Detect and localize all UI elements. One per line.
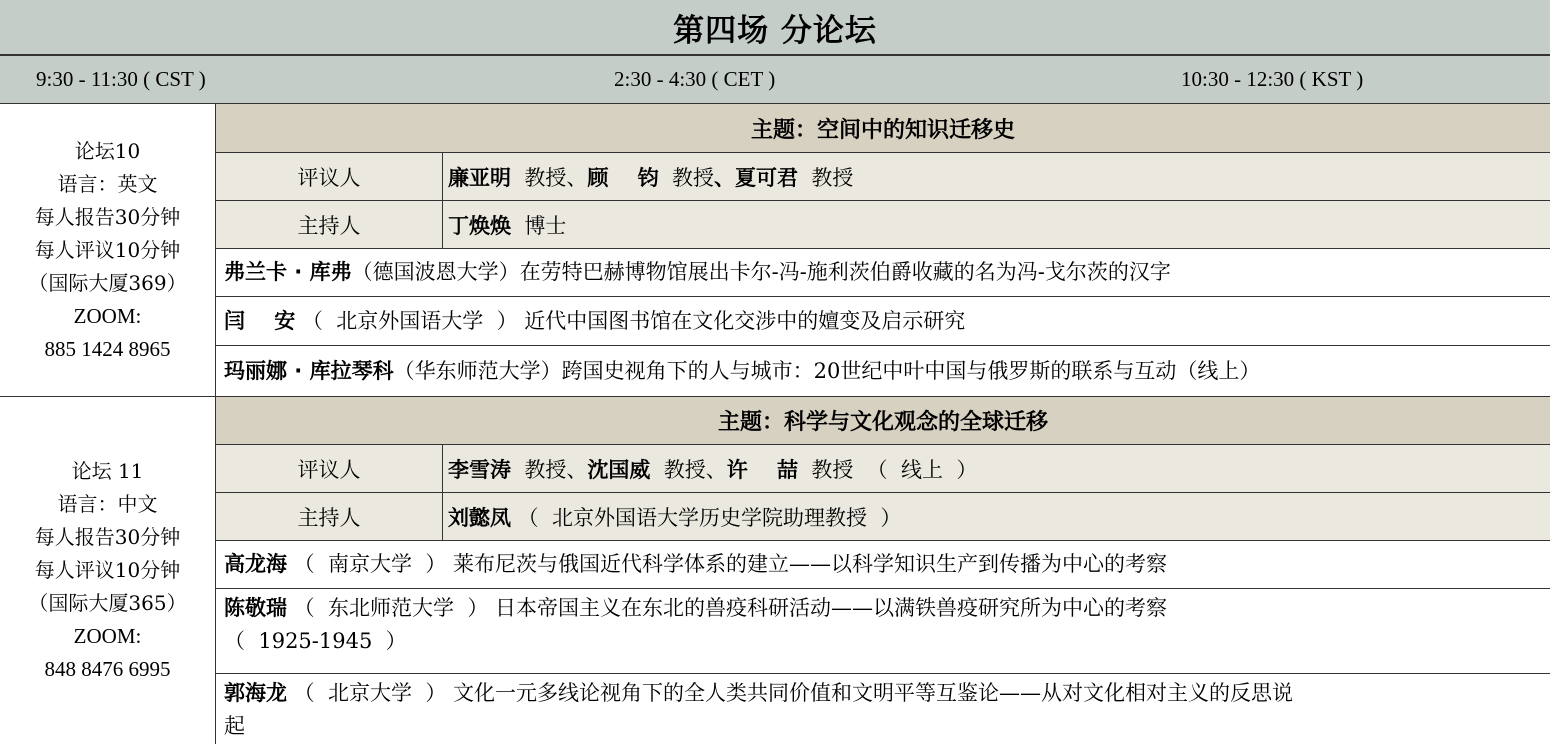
- forum10-reviewer-names: [448, 153, 1550, 200]
- forum10-name: 论坛10: [74, 138, 141, 163]
- paper-details: （德国波恩大学）在劳特巴赫博物馆展出卡尔-冯-施利茨伯爵收藏的名为冯-戈尔茨的汉字: [351, 260, 1171, 284]
- forum10-theme: 主题：空间中的知识迁移史: [216, 104, 1550, 153]
- forum11-reviewers-row: [216, 445, 1550, 493]
- forum10-review-time: 每人评议10分钟: [34, 237, 181, 262]
- forum11-report-time: 每人报告30分钟: [34, 525, 181, 549]
- reviewer-title: 教授: [658, 165, 714, 190]
- host-title: 博士: [511, 213, 567, 238]
- forum10-paper-2: [216, 297, 1550, 346]
- time-kst: 10:30 - 12:30 ( KST ): [1181, 67, 1364, 91]
- reviewer-title: 教授、: [650, 457, 727, 482]
- forum10-room: （国际大厦369）: [28, 270, 187, 295]
- forum10-host-row: [216, 201, 1550, 249]
- forum10-zoom-id: 885 1424 8965: [44, 336, 171, 361]
- reviewer-title: 教授、: [511, 165, 588, 190]
- forum10-report-time: 每人报告30分钟: [34, 204, 181, 229]
- forum11-host-label: 主持人: [216, 493, 443, 540]
- forum11-reviewer-names: [448, 445, 1550, 492]
- forum11-room: （国际大厦365）: [28, 591, 187, 615]
- reviewer-name: 廉亚明: [448, 165, 511, 190]
- forum11-host-row: [216, 493, 1550, 541]
- reviewer-name: 许 喆: [726, 457, 798, 482]
- forum10-language: 语言：英文: [57, 171, 158, 196]
- reviewer-title: 教授、: [511, 457, 588, 482]
- forum10-info: [0, 104, 216, 396]
- reviewer-name: 李雪涛: [448, 457, 511, 482]
- time-cet: 2:30 - 4:30 ( CET ): [614, 67, 776, 91]
- forum11-paper-2: [216, 589, 1550, 674]
- forum11-zoom-id: 848 8476 6995: [44, 657, 171, 681]
- forum10-paper-3: [216, 346, 1550, 396]
- host-name: 刘懿凤: [448, 505, 511, 530]
- forum10-zoom-label: ZOOM:: [73, 303, 142, 328]
- forum11-paper-1: [216, 541, 1550, 589]
- host-title: （ 北京外国语大学历史学院助理教授 ）: [511, 505, 902, 530]
- paper-details: （华东师范大学）跨国史视角下的人与城市：20世纪中叶中国与俄罗斯的联系与互动（线上）: [393, 358, 1261, 383]
- forum10-reviewers-row: [216, 153, 1550, 201]
- reviewer-name: 顾 钧: [587, 165, 659, 190]
- paper-speaker: 弗兰卡 · 库弗: [224, 260, 352, 284]
- paper-details: （ 南京大学 ） 莱布尼茨与俄国近代科学体系的建立——以科学知识生产到传播为中心的考察: [287, 552, 1168, 576]
- forum10-host-label: 主持人: [216, 201, 443, 248]
- session-title: 第四场 分论坛: [0, 0, 1550, 56]
- host-name: 丁焕焕: [448, 213, 511, 238]
- paper-speaker: 玛丽娜 · 库拉琴科: [224, 358, 394, 383]
- forum10-reviewer-label: 评议人: [216, 153, 443, 200]
- forum10-host-names: [448, 201, 1550, 248]
- forum11-review-time: 每人评议10分钟: [34, 558, 181, 582]
- forum10-paper-1: [216, 249, 1550, 297]
- reviewer-title: 教授 （ 线上 ）: [797, 457, 978, 482]
- forum11-language: 语言：中文: [57, 492, 158, 516]
- forum11-paper-3: [216, 674, 1550, 744]
- reviewer-name: 沈国威: [587, 457, 651, 482]
- paper-speaker: 闫 安: [224, 308, 296, 333]
- paper-details: （ 北京外国语大学 ） 近代中国图书馆在文化交涉中的嬗变及启示研究: [295, 308, 966, 333]
- paper-details: （ 东北师范大学 ） 日本帝国主义在东北的兽疫科研活动——以满铁兽疫研究所为中心的考察 （ 1925-1945 ）: [224, 596, 1168, 653]
- paper-details: （ 北京大学 ） 文化一元多线论视角下的全人类共同价值和文明平等互鉴论——从对文化相对主义的反思说 起: [224, 681, 1294, 738]
- time-cst: 9:30 - 11:30 ( CST ): [36, 67, 206, 91]
- reviewer-title: 教授: [797, 165, 854, 190]
- forum11-info: [0, 397, 216, 744]
- paper-speaker: 郭海龙: [224, 681, 287, 705]
- forum11-reviewer-label: 评议人: [216, 445, 443, 492]
- forum11-theme: 主题：科学与文化观念的全球迁移: [216, 397, 1550, 445]
- forum11-host-names: [448, 493, 1550, 540]
- reviewer-name: 、夏可君: [713, 165, 798, 190]
- paper-speaker: 高龙海: [224, 552, 287, 576]
- paper-speaker: 陈敬瑞: [224, 596, 287, 620]
- forum11-name: 论坛 11: [71, 459, 144, 483]
- forum11-zoom-label: ZOOM:: [73, 624, 142, 648]
- time-bar: [0, 56, 1550, 104]
